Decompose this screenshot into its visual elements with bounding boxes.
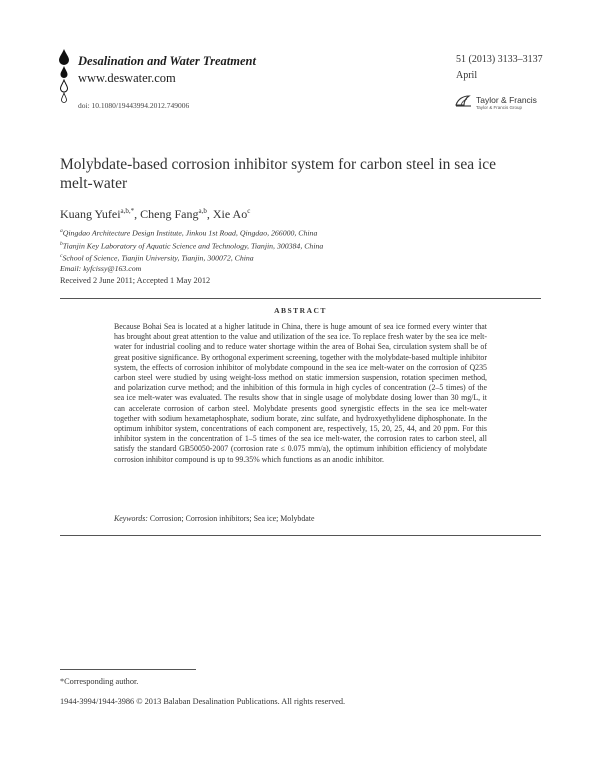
author-name: Xie Ao	[212, 207, 248, 221]
affiliation-mark: b	[60, 240, 63, 247]
journal-logo-icon	[57, 47, 71, 110]
affiliation-item	[60, 226, 540, 239]
keywords-list: Corrosion; Corrosion inhibitors; Sea ice; Molybdate	[149, 514, 315, 523]
affiliation-item	[60, 239, 540, 252]
author-affiliation-mark: c	[247, 207, 251, 215]
affiliation-mark: a	[60, 228, 63, 234]
publisher-logo	[455, 93, 537, 113]
corresponding-author-note: *Corresponding author.	[60, 677, 139, 686]
author-list	[60, 207, 250, 222]
email-line	[60, 264, 540, 274]
affiliation-mark: c	[60, 253, 63, 260]
author-affiliation-mark: a,b,*	[120, 207, 135, 215]
article-title: Molybdate-based corrosion inhibitor system for carbon steel in sea ice melt-water	[60, 156, 497, 192]
abstract-heading: ABSTRACT	[274, 306, 327, 315]
abstract-bottom-rule	[60, 535, 541, 536]
affiliation-text: School of Science, Tianjin University, Tianjin, 300072, China	[62, 253, 254, 263]
footnote-rule	[60, 669, 196, 670]
email-label: Email:	[60, 263, 82, 273]
journal-url[interactable]: www.deswater.com	[78, 71, 176, 85]
author-separator: ,	[206, 207, 213, 221]
abstract-text: Because Bohai Sea is located at a higher latitude in China, there is huge amount of sea ice formed every winter that has brought about great attention to the value and utilization of the sea ice. To replace fresh water by the sea ice melt-water for industrial cooling and to reduce water shortage within the area of Bohai Sea, circulation system shall be of great positive significance. By orthogonal experiment screening, together with the molybdate-based multiple inhibitor system, the effects of corrosion inhibitor of molybdate compound in the sea ice melt-water on the corrosion of Q235 carbon steel were studied by using weight-loss method on static immersion suspension, rotation specimen method, and polarization curve method; and the inhibition of this formula in high cycles of concentration (2–5 times) of the sea ice melt-water was evaluated. The results show that in single usage of molybdate dosing lower than 30 mg/L, it can accelerate corrosion of carbon steel. Molybdate presents good synergistic effects in the sea ice melt-water together with sodium hexametaphosphate, sodium borate, zinc sulfate, and hydroxyethylidene diphosphonate. In the optimum inhibitor system, concentrations of each component are, respectively, 15, 20, 25, 44, and 20 ppm. For this inhibitor system in the concentration of 1–5 times of the sea ice melt-water, the corrosion rates to carbon steel, all satisfy the standard GB50050-2007 (corrosion rate ≤ 0.075 mm/a), the optimum inhibition efficiency of molybdate corrosion inhibitor compound is up to 99.35% which functions as an anodic inhibitor.	[114, 322, 487, 464]
affiliation-text: Qingdao Architecture Design Institute, Jinkou 1st Road, Qingdao, 266000, China	[62, 228, 318, 238]
author-separator: ,	[134, 207, 141, 221]
affiliation-item	[60, 251, 540, 264]
publisher-name: Taylor & Francis	[476, 95, 537, 105]
doi[interactable]: doi: 10.1080/19443994.2012.749006	[78, 101, 190, 110]
email-address[interactable]: kyfcissy@163.com	[83, 263, 142, 273]
copyright-line: 1944-3994/1944-3986 © 2013 Balaban Desalination Publications. All rights reserved.	[60, 697, 346, 706]
author-affiliation-mark: a,b	[198, 207, 207, 215]
affiliations	[60, 226, 540, 274]
keywords	[114, 514, 487, 523]
issue-month: April	[456, 70, 478, 81]
affiliation-text: Tianjin Key Laboratory of Aquatic Science and Technology, Tianjin, 300384, China	[62, 241, 324, 251]
volume-pages: 51 (2013) 3133–3137	[456, 54, 543, 65]
publisher-logo-icon	[455, 93, 472, 113]
abstract-top-rule	[60, 298, 541, 299]
journal-title: Desalination and Water Treatment	[78, 54, 256, 68]
received-dates: Received 2 June 2011; Accepted 1 May 2012	[60, 276, 211, 285]
author-name: Kuang Yufei	[60, 207, 121, 221]
publisher-group: Taylor & Francis Group	[476, 104, 523, 110]
keywords-label: Keywords:	[114, 514, 148, 523]
author-name: Cheng Fang	[140, 207, 199, 221]
